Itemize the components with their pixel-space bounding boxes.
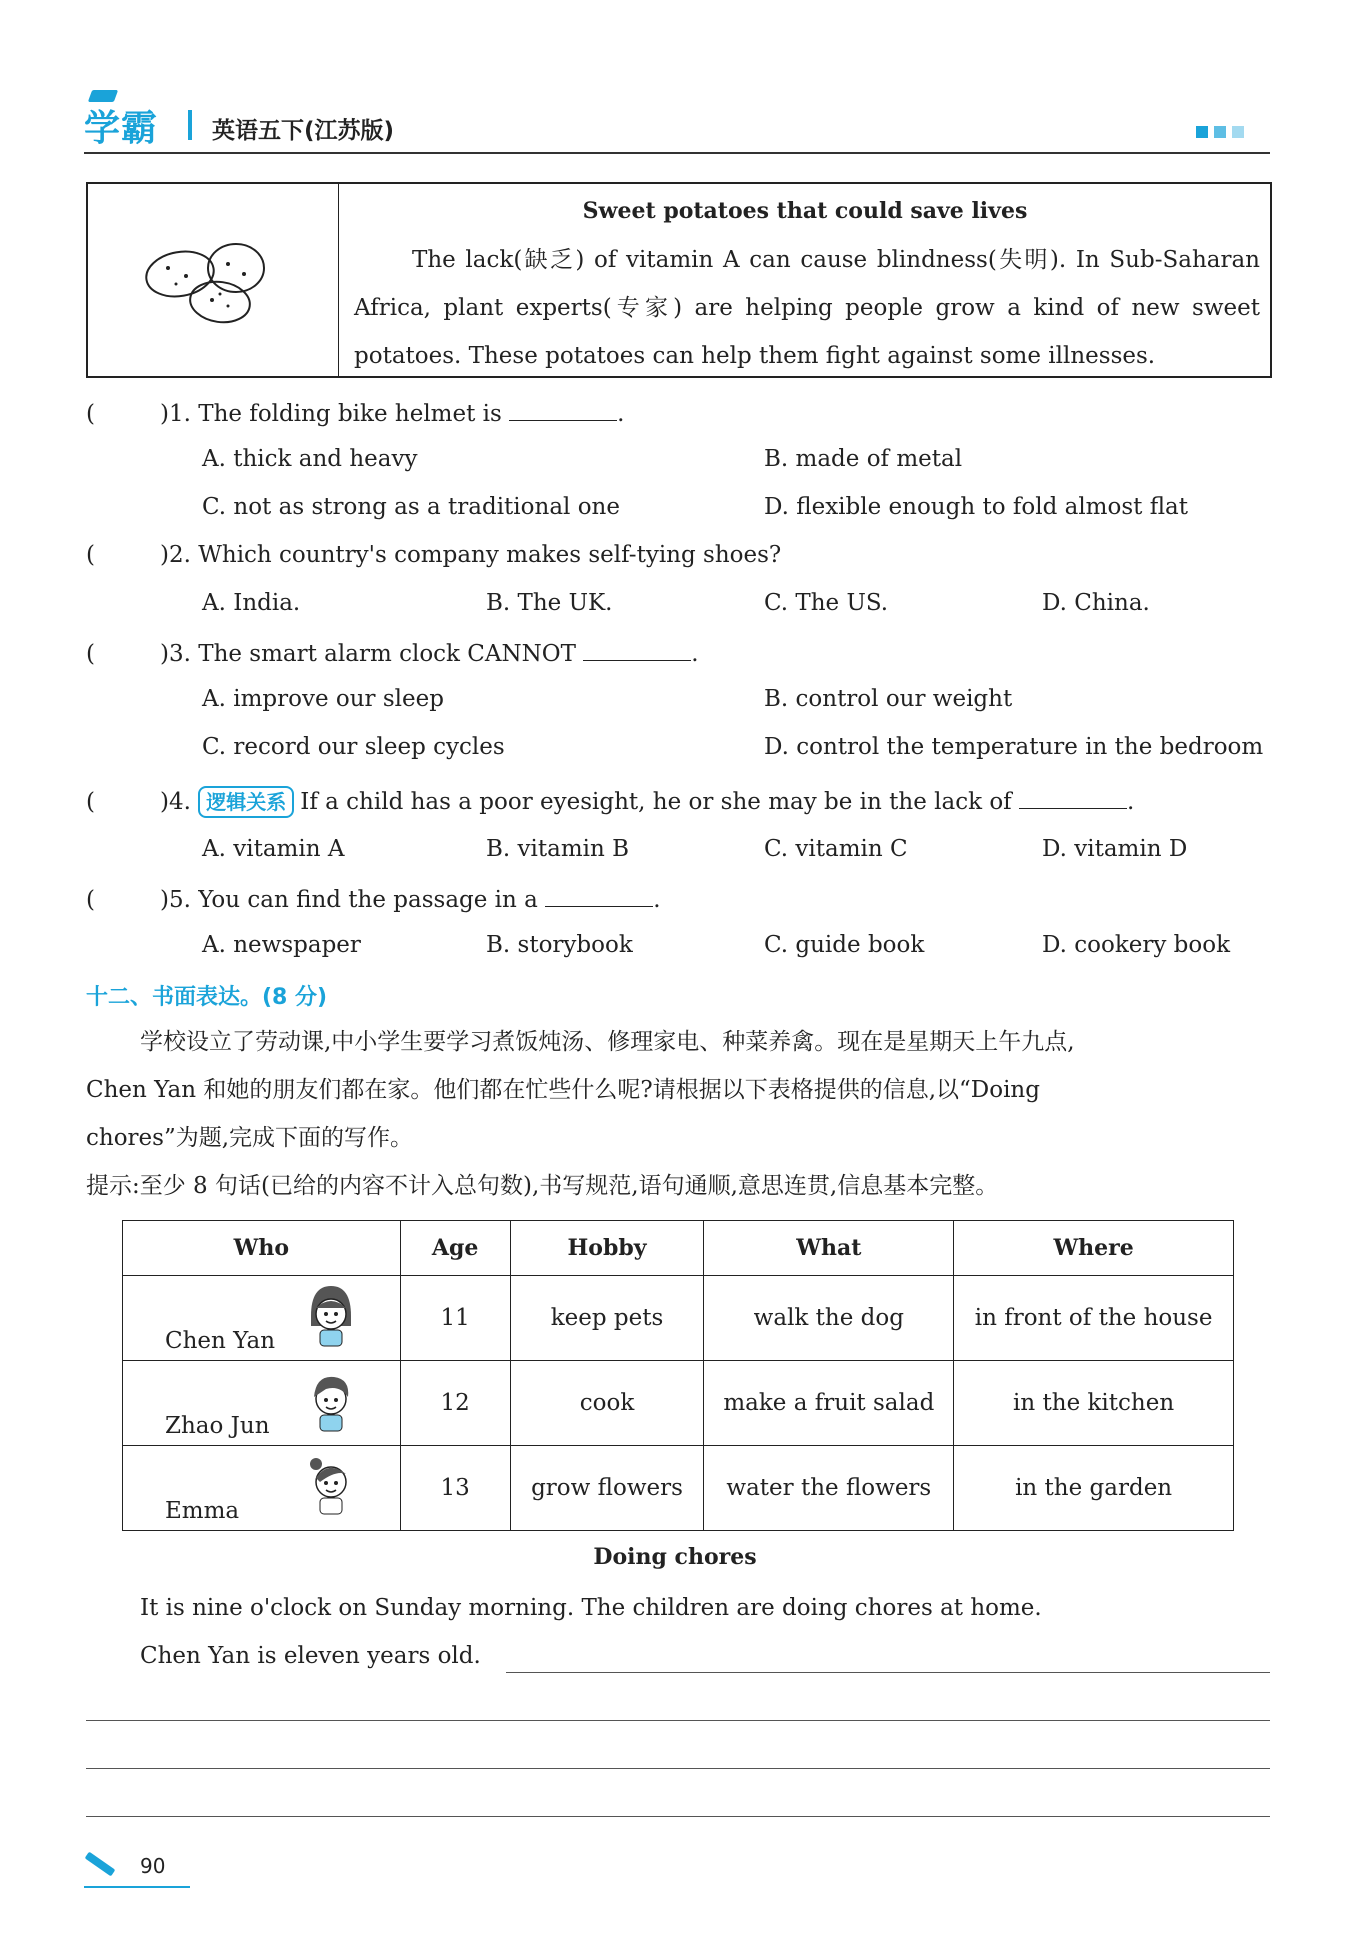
cell-hobby: cook xyxy=(510,1361,704,1446)
girl-avatar-icon xyxy=(306,1282,356,1350)
cell-where: in front of the house xyxy=(954,1276,1234,1361)
answer-line[interactable] xyxy=(86,1768,1270,1769)
writing-hint: 提示:至少 8 句话(已给的内容不计入总句数),书写规范,语句通顺,意思连贯,信息基本完整。 xyxy=(86,1173,999,1199)
writing-line: It is nine o'clock on Sunday morning. The children are doing chores at home. xyxy=(140,1595,1042,1621)
option[interactable]: A. vitamin A xyxy=(202,836,345,862)
answer-blank[interactable] xyxy=(1019,786,1127,809)
answer-line[interactable] xyxy=(86,1816,1270,1817)
cell-age: 11 xyxy=(400,1276,510,1361)
column-header: Who xyxy=(123,1221,401,1276)
section-intro-line: 学校设立了劳动课,中小学生要学习煮饭炖汤、修理家电、种菜养禽。现在是星期天上午九点, xyxy=(140,1029,1075,1055)
footer-rule xyxy=(84,1886,190,1888)
sweet-potatoes-icon xyxy=(88,184,338,376)
answer-line[interactable] xyxy=(506,1672,1270,1673)
question-stem: If a child has a poor eyesight, he or she may be in the lack of xyxy=(300,789,1012,815)
girl-avatar-icon xyxy=(306,1452,356,1520)
question-1: ( )1. The folding bike helmet is . xyxy=(86,398,624,427)
question-stem: You can find the passage in a xyxy=(198,887,538,913)
question-stem: The smart alarm clock CANNOT xyxy=(198,641,576,667)
option[interactable]: A. India. xyxy=(202,590,301,616)
option[interactable]: B. storybook xyxy=(486,932,633,958)
question-5: ( )5. You can find the passage in a . xyxy=(86,884,661,913)
decor-square-icon xyxy=(1232,126,1244,138)
option[interactable]: A. improve our sleep xyxy=(202,686,444,712)
option[interactable]: D. flexible enough to fold almost flat xyxy=(764,494,1188,520)
cell-who: Zhao Jun xyxy=(123,1361,401,1446)
option[interactable]: D. vitamin D xyxy=(1042,836,1188,862)
boy-avatar-icon xyxy=(306,1367,356,1435)
cell-hobby: keep pets xyxy=(510,1276,704,1361)
option[interactable]: D. cookery book xyxy=(1042,932,1231,958)
book-title: 英语五下(江苏版) xyxy=(212,118,395,144)
passage-title: Sweet potatoes that could save lives xyxy=(582,198,1028,224)
potatoes-illustration xyxy=(88,184,339,376)
option[interactable]: C. guide book xyxy=(764,932,925,958)
option[interactable]: C. record our sleep cycles xyxy=(202,734,505,760)
cell-who: Chen Yan xyxy=(123,1276,401,1361)
option[interactable]: C. vitamin C xyxy=(764,836,908,862)
option[interactable]: A. newspaper xyxy=(202,932,361,958)
decor-square-icon xyxy=(1214,126,1226,138)
brand-logo: 学霸 xyxy=(84,108,159,149)
writing-line: Chen Yan is eleven years old. xyxy=(140,1643,481,1669)
answer-blank[interactable] xyxy=(509,398,617,421)
option[interactable]: C. not as strong as a traditional one xyxy=(202,494,620,520)
header-divider xyxy=(188,110,192,140)
column-header: Hobby xyxy=(510,1221,704,1276)
answer-line[interactable] xyxy=(86,1720,1270,1721)
option[interactable]: C. The US. xyxy=(764,590,889,616)
question-4: ( )4. 逻辑关系 If a child has a poor eyesight, he or she may be in the lack of . xyxy=(86,786,1134,818)
cell-hobby: grow flowers xyxy=(510,1446,704,1531)
header-rule xyxy=(84,152,1270,154)
page-number: 90 xyxy=(140,1854,166,1878)
question-stem: Which country's company makes self-tying shoes? xyxy=(198,542,782,568)
cell-age: 13 xyxy=(400,1446,510,1531)
column-header: Age xyxy=(400,1221,510,1276)
section-intro-line: Chen Yan 和她的朋友们都在家。他们都在忙些什么呢?请根据以下表格提供的信息,以“Doing xyxy=(86,1077,1040,1103)
section-heading: 十二、书面表达。(8 分) xyxy=(86,985,328,1010)
answer-blank[interactable] xyxy=(545,884,653,907)
cell-age: 12 xyxy=(400,1361,510,1446)
passage-box xyxy=(86,182,1272,378)
question-3: ( )3. The smart alarm clock CANNOT . xyxy=(86,638,699,667)
cell-where: in the kitchen xyxy=(954,1361,1234,1446)
table-header-row xyxy=(123,1221,1234,1276)
option[interactable]: B. made of metal xyxy=(764,446,963,472)
option[interactable]: B. The UK. xyxy=(486,590,613,616)
table-row xyxy=(123,1276,1234,1361)
cell-what: make a fruit salad xyxy=(704,1361,954,1446)
answer-blank[interactable] xyxy=(583,638,691,661)
option[interactable]: B. control our weight xyxy=(764,686,1013,712)
table-row xyxy=(123,1446,1234,1531)
option[interactable]: D. control the temperature in the bedroom xyxy=(764,734,1264,760)
table-row xyxy=(123,1361,1234,1446)
question-stem: The folding bike helmet is xyxy=(198,401,502,427)
column-header: Where xyxy=(954,1221,1234,1276)
writing-title: Doing chores xyxy=(593,1544,757,1570)
column-header: What xyxy=(704,1221,954,1276)
option[interactable]: B. vitamin B xyxy=(486,836,630,862)
page-header xyxy=(84,98,1270,154)
info-table xyxy=(122,1220,1234,1531)
cell-what: walk the dog xyxy=(704,1276,954,1361)
option[interactable]: D. China. xyxy=(1042,590,1150,616)
cell-where: in the garden xyxy=(954,1446,1234,1531)
passage-text: The lack(缺乏) of vitamin A can cause blindness(失明). In Sub-Saharan Africa, plant experts(专家) are helping people grow a kind of new sweet potatoes. These potatoes can help them fight against some illnesses. xyxy=(354,247,1260,369)
option[interactable]: A. thick and heavy xyxy=(202,446,418,472)
cell-who: Emma xyxy=(123,1446,401,1531)
decor-square-icon xyxy=(1196,126,1208,138)
section-intro-line: chores”为题,完成下面的写作。 xyxy=(86,1125,414,1151)
logic-relation-tag: 逻辑关系 xyxy=(198,786,294,818)
cell-what: water the flowers xyxy=(704,1446,954,1531)
pencil-icon xyxy=(85,1852,116,1877)
question-2: ( )2. Which country's company makes self-tying shoes? xyxy=(86,542,782,568)
page-footer xyxy=(84,1850,190,1890)
